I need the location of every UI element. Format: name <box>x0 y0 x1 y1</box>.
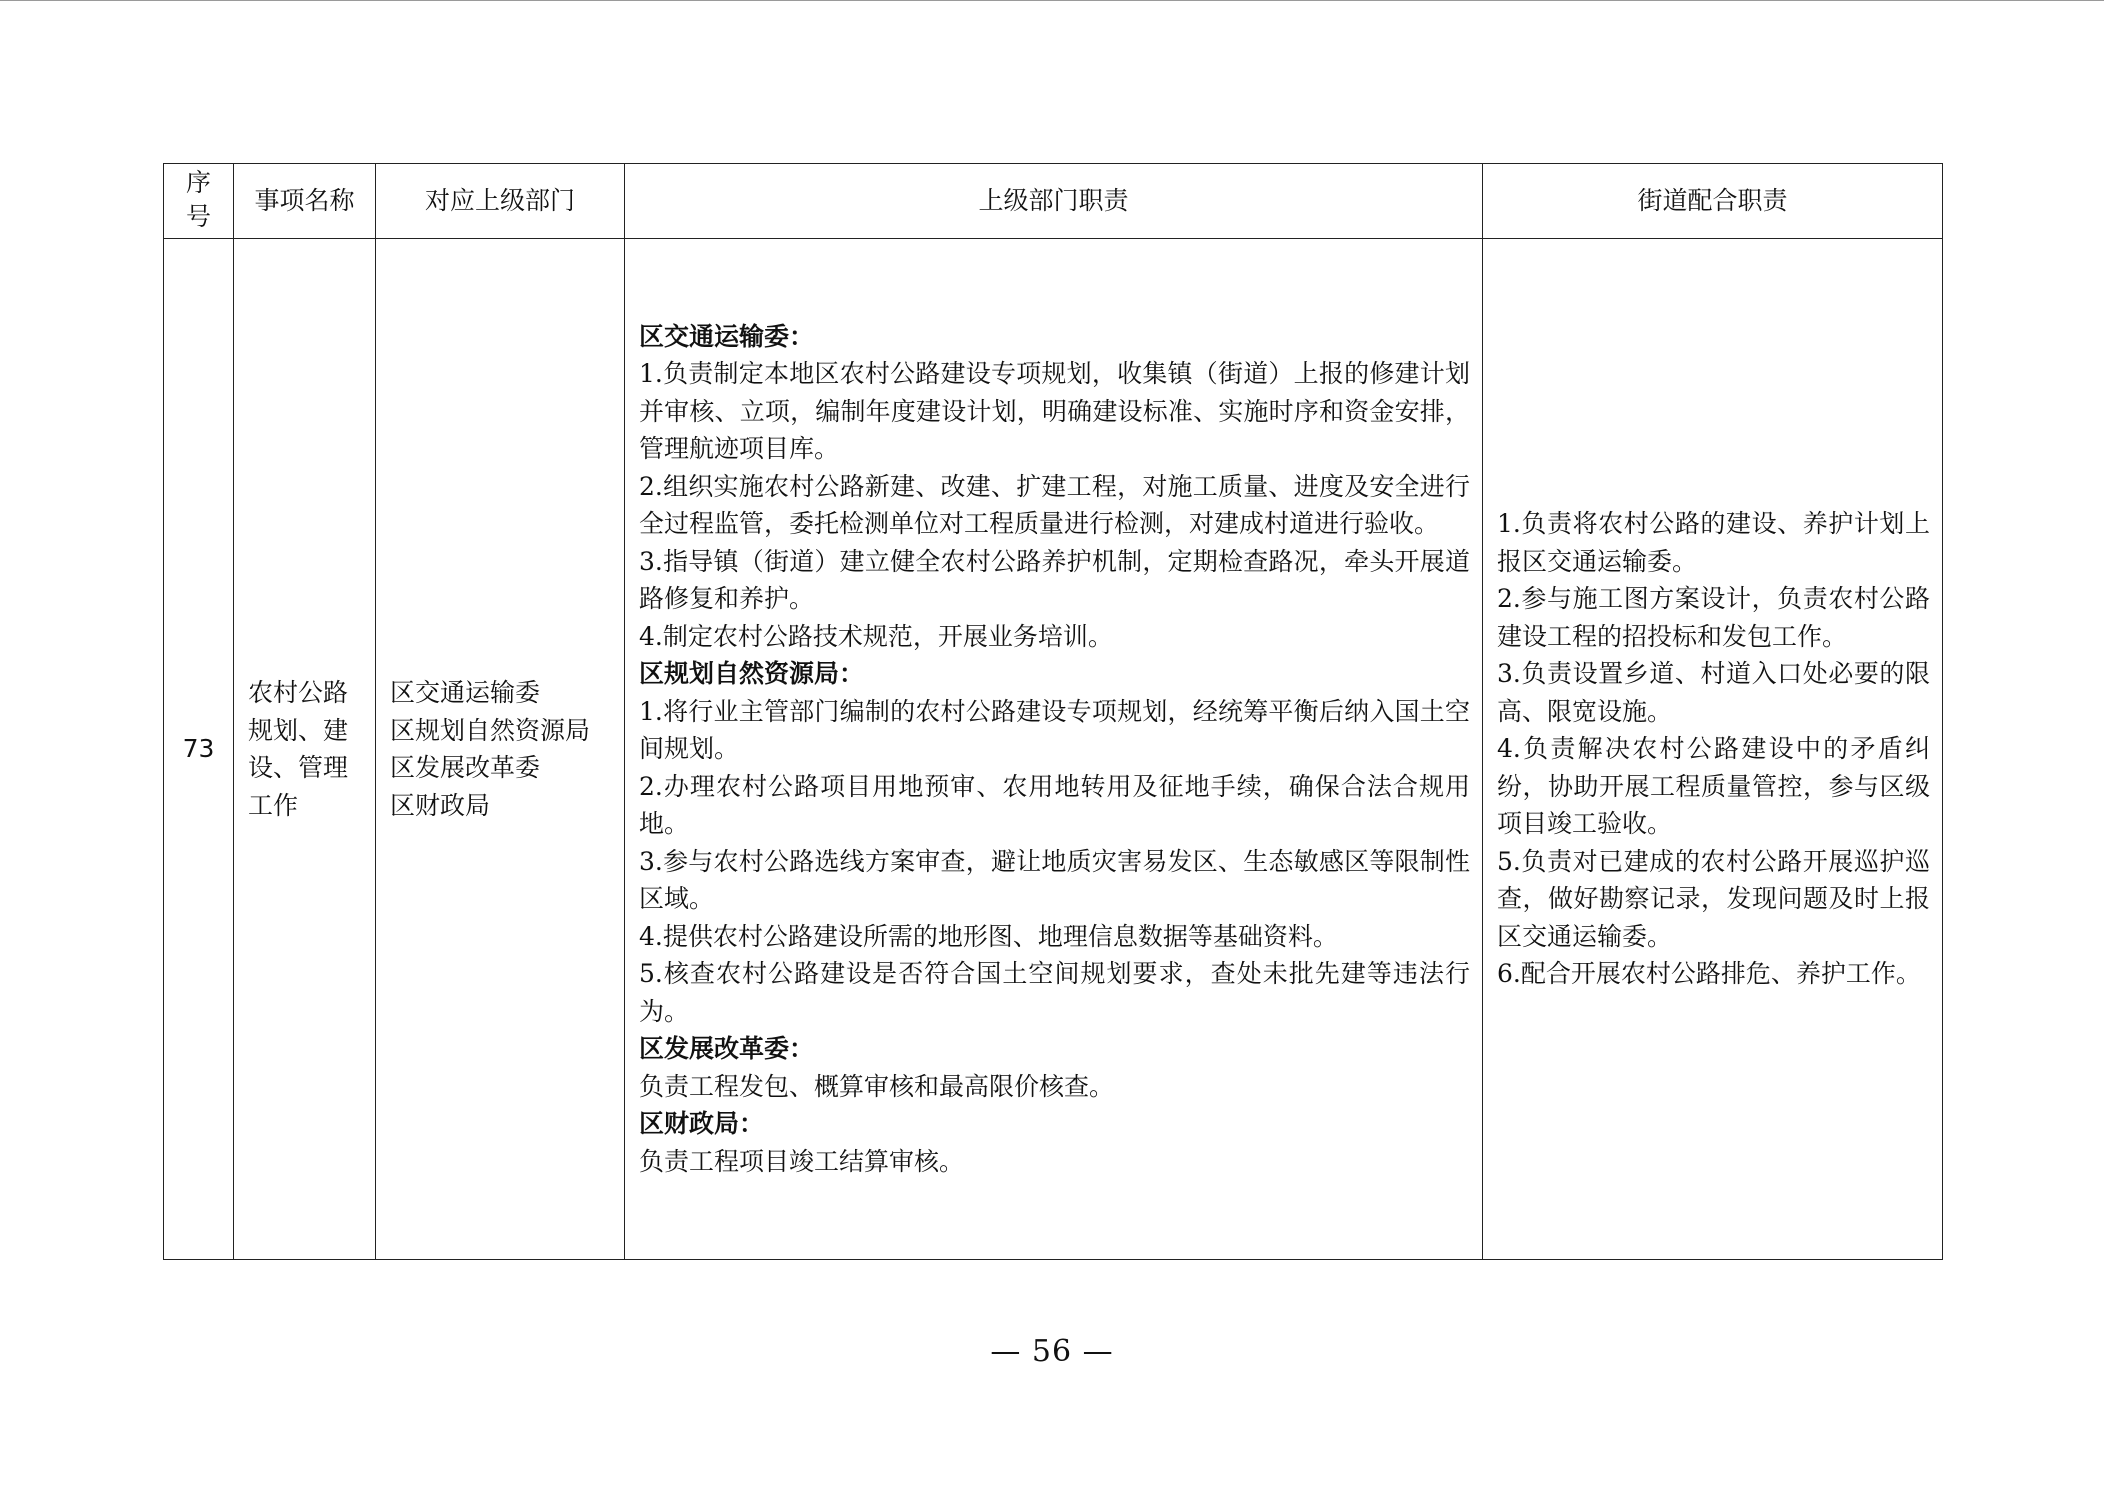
duty-item: 4.提供农村公路建设所需的地形图、地理信息数据等基础资料。 <box>639 921 1338 951</box>
item-name-line: 设、管理 <box>248 753 349 782</box>
duty-dept-heading: 区交通运输委： <box>639 321 815 351</box>
page-top-border <box>0 0 2104 1</box>
upper-dept-item: 区交通运输委 <box>390 678 541 707</box>
duty-dept-heading: 区发展改革委： <box>639 1034 815 1064</box>
street-duty-item: 6.配合开展农村公路排危、养护工作。 <box>1497 959 1921 989</box>
duty-block-development <box>639 1030 1470 1105</box>
duty-block-planning <box>639 655 1470 1030</box>
duty-item: 3.参与农村公路选线方案审查，避让地质灾害易发区、生态敏感区等限制性区域。 <box>639 846 1470 914</box>
duty-item: 1.负责制定本地区农村公路建设专项规划，收集镇（街道）上报的修建计划并审核、立项，编制年度建设计划，明确建设标准、实施时序和资金安排，管理航迹项目库。 <box>639 359 1470 464</box>
duty-dept-heading: 区规划自然资源局： <box>639 659 865 689</box>
upper-dept-item: 区财政局 <box>390 790 491 820</box>
street-duty-item: 4.负责解决农村公路建设中的矛盾纠纷，协助开展工程质量管控，参与区级项目竣工验收。 <box>1497 734 1930 839</box>
header-upper-duty: 上级部门职责 <box>625 164 1483 239</box>
duty-item: 负责工程发包、概算审核和最高限价核查。 <box>639 1071 1115 1101</box>
item-name-line: 工作 <box>248 790 299 820</box>
item-name-line: 农村公路 <box>248 678 349 707</box>
upper-dept-cell <box>376 239 625 1260</box>
table-row <box>164 239 1943 1260</box>
duty-item: 3.指导镇（街道）建立健全农村公路养护机制，定期检查路况，牵头开展道路修复和养护。 <box>639 546 1470 614</box>
street-duty-cell <box>1483 239 1943 1260</box>
street-duty-item: 5.负责对已建成的农村公路开展巡护巡查，做好勘察记录，发现问题及时上报区交通运输委。 <box>1497 846 1930 951</box>
duty-item: 1.将行业主管部门编制的农村公路建设专项规划，经统筹平衡后纳入国土空间规划。 <box>639 696 1470 764</box>
duty-block-finance <box>639 1105 1470 1180</box>
page-number: — 56 — <box>990 1334 1114 1369</box>
row-number: 73 <box>164 239 234 1260</box>
duty-item: 5.核查农村公路建设是否符合国土空间规划要求，查处未批先建等违法行为。 <box>639 959 1470 1026</box>
street-duty-item: 1.负责将农村公路的建设、养护计划上报区交通运输委。 <box>1497 509 1930 576</box>
street-duty-item: 2.参与施工图方案设计，负责农村公路建设工程的招投标和发包工作。 <box>1497 584 1930 651</box>
duty-table <box>163 163 1943 1260</box>
header-item-name: 事项名称 <box>234 164 376 239</box>
upper-dept-item: 区规划自然资源局 <box>390 715 591 745</box>
duty-item: 负责工程项目竣工结算审核。 <box>639 1146 965 1176</box>
street-duty-item: 3.负责设置乡道、村道入口处必要的限高、限宽设施。 <box>1497 659 1930 726</box>
duty-block-transport <box>639 318 1470 656</box>
item-name-line: 规划、建 <box>248 715 349 745</box>
header-upper-dept: 对应上级部门 <box>376 164 625 239</box>
item-name-cell <box>234 239 376 1260</box>
header-street-duty: 街道配合职责 <box>1483 164 1943 239</box>
duty-dept-heading: 区财政局： <box>639 1109 765 1139</box>
duty-item: 2.组织实施农村公路新建、改建、扩建工程，对施工质量、进度及安全进行全过程监管，委托检测单位对工程质量进行检测，对建成村道进行验收。 <box>639 471 1470 539</box>
upper-dept-item: 区发展改革委 <box>390 753 541 782</box>
header-no: 序号 <box>164 164 234 239</box>
duty-item: 4.制定农村公路技术规范，开展业务培训。 <box>639 621 1113 651</box>
duty-item: 2.办理农村公路项目用地预审、农用地转用及征地手续，确保合法合规用地。 <box>639 771 1470 839</box>
table-header-row <box>164 164 1943 239</box>
upper-duty-cell <box>625 239 1483 1260</box>
